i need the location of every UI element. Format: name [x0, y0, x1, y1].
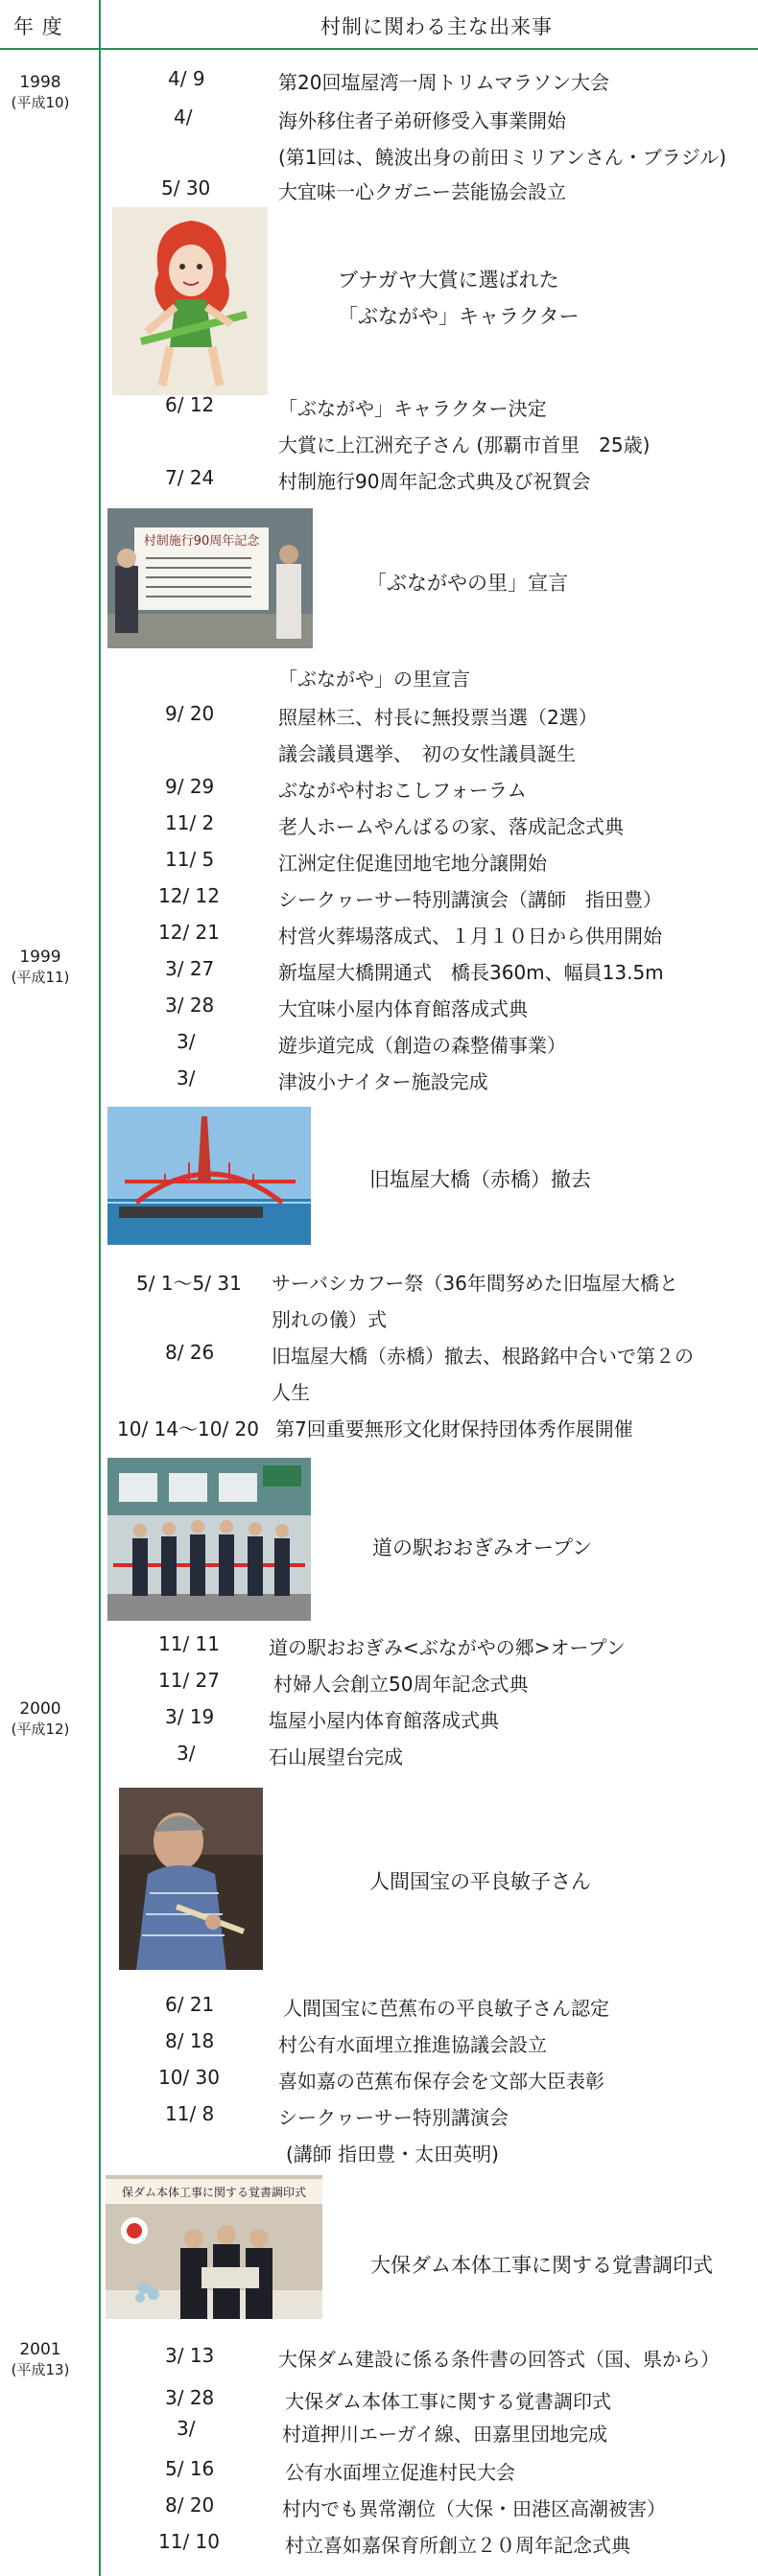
photo-caption: 大保ダム本体工事に関する覚書調印式 — [370, 2254, 713, 2277]
event-text: 人生 — [272, 1381, 310, 1404]
event-date: 8/ 20 — [165, 2494, 215, 2517]
photo-caption: 「ぶながや」キャラクター — [338, 305, 580, 328]
photo-caption: ブナガヤ大賞に選ばれた — [338, 269, 559, 292]
event-date: 3/ — [177, 1066, 196, 1089]
photo-caption: 旧塩屋大橋（赤橋）撤去 — [369, 1168, 591, 1191]
event-text: シークヮーサー特別講演会（講師 指田豊） — [278, 888, 662, 911]
event-date: 5/ 16 — [165, 2457, 215, 2480]
event-text: 村婦人会創立50周年記念式典 — [273, 1673, 529, 1696]
event-text: 海外移住者子弟研修受入事業開始 — [278, 109, 566, 132]
banner-text: 村制施行90周年記念 — [143, 534, 260, 549]
header-rule — [0, 48, 758, 50]
event-date: 3/ — [177, 1030, 196, 1053]
photo-caption: 「ぶながやの里」宣言 — [367, 572, 568, 595]
event-text: 老人ホームやんばるの家、落成記念式典 — [278, 815, 624, 838]
column-divider — [99, 0, 101, 2576]
event-date: 10/ 14～10/ 20 — [117, 1417, 259, 1440]
event-text: (第1回は、饒波出身の前田ミリアンさん・ブラジル) — [278, 146, 727, 169]
event-text: 喜如嘉の芭蕉布保存会を文部大臣表彰 — [278, 2070, 604, 2093]
event-text: 大保ダム本体工事に関する覚書調印式 — [285, 2390, 611, 2413]
event-text: 村内でも異常潮位（大保・田港区高潮被害） — [282, 2497, 666, 2520]
event-date: 12/ 12 — [158, 884, 220, 907]
event-text: 別れの儀）式 — [272, 1308, 387, 1331]
red-bridge-photo — [107, 1107, 311, 1245]
year-label: 1998 (平成10) — [11, 73, 70, 111]
event-date: 3/ 28 — [165, 994, 215, 1017]
event-text: 村公有水面埋立推進協議会設立 — [278, 2033, 547, 2056]
signing-ceremony-photo — [106, 2175, 322, 2319]
event-text: 大宜味小屋内体育館落成式典 — [278, 997, 528, 1020]
event-date: 3/ 19 — [165, 1705, 215, 1728]
event-date: 3/ 13 — [165, 2344, 215, 2367]
event-text: (講師 指田豊・太田英明) — [286, 2143, 499, 2166]
year-label: 2000 (平成12) — [11, 1699, 70, 1738]
event-date: 6/ 21 — [165, 1993, 215, 2016]
event-date: 5/ 1～5/ 31 — [136, 1272, 242, 1295]
photo-caption: 人間国宝の平良敏子さん — [369, 1870, 591, 1893]
event-text: 第7回重要無形文化財保持団体秀作展開催 — [275, 1417, 633, 1440]
event-text: 村道押川エーガイ線、田嘉里団地完成 — [282, 2423, 607, 2446]
event-date: 11/ 27 — [158, 1669, 220, 1692]
character-illustration — [112, 207, 268, 395]
event-text: 津波小ナイター施設完成 — [278, 1070, 488, 1093]
event-date: 11/ 10 — [158, 2530, 220, 2553]
event-text: 議会議員選挙、 初の女性議員誕生 — [278, 742, 576, 765]
event-date: 3/ 27 — [165, 957, 215, 980]
photo-caption: 道の駅おおぎみオープン — [372, 1536, 593, 1559]
declaration-ceremony-photo — [107, 508, 313, 648]
event-date: 4/ 9 — [168, 67, 205, 90]
year-label: 1999 (平成11) — [11, 948, 70, 986]
event-text: 大保ダム建設に係る条件書の回答式（国、県から） — [278, 2348, 720, 2371]
event-text: 石山展望台完成 — [269, 1745, 403, 1768]
event-date: 8/ 26 — [165, 1341, 215, 1364]
event-text: サーバシカフー祭（36年間努めた旧塩屋大橋と — [272, 1272, 678, 1295]
event-text: 村立喜如嘉保育所創立２０周年記念式典 — [285, 2534, 630, 2557]
year-label: 2001 (平成13) — [11, 2340, 70, 2378]
event-date: 5/ 30 — [161, 176, 211, 199]
event-text: 人間国宝に芭蕉布の平良敏子さん認定 — [283, 1997, 609, 2020]
event-text: ぶながや村おこしフォーラム — [278, 779, 527, 802]
ribbon-cutting-photo — [107, 1458, 311, 1621]
event-text: 「ぶながや」キャラクター決定 — [278, 397, 547, 420]
event-date: 12/ 21 — [158, 921, 220, 944]
event-date: 9/ 29 — [165, 775, 215, 798]
event-date: 10/ 30 — [158, 2066, 220, 2089]
year-column-header: 年 度 — [13, 15, 63, 38]
event-text: 公有水面埋立促進村民大会 — [285, 2461, 515, 2484]
event-date: 3/ — [177, 1742, 196, 1765]
event-text: シークヮーサー特別講演会 — [278, 2106, 509, 2129]
event-text: 大賞に上江洲充子さん (那覇市首里 25歳) — [278, 433, 651, 457]
event-text: 村制施行90周年記念式典及び祝賀会 — [278, 470, 591, 493]
event-text: 道の駅おおぎみ<ぶながやの郷>オープン — [269, 1636, 626, 1659]
event-text: 新塩屋大橋開通式 橋長360m、幅員13.5m — [278, 961, 664, 984]
event-date: 11/ 2 — [165, 811, 215, 834]
event-text: 遊歩道完成（創造の森整備事業） — [278, 1034, 566, 1057]
events-column-header: 村制に関わる主な出来事 — [320, 15, 553, 38]
banner-text: 保ダム本体工事に関する覚書調印式 — [121, 2186, 307, 2199]
event-date: 3/ 28 — [165, 2386, 215, 2409]
event-text: 旧塩屋大橋（赤橋）撤去、根路銘中合いで第２の — [272, 1345, 694, 1368]
event-date: 3/ — [177, 2417, 196, 2440]
event-date: 9/ 20 — [165, 702, 215, 725]
event-text: 第20回塩屋湾一周トリムマラソン大会 — [278, 71, 610, 94]
event-text: 村営火葬場落成式、１月１０日から供用開始 — [278, 925, 662, 948]
event-date: 8/ 18 — [165, 2029, 215, 2052]
event-date: 11/ 5 — [165, 848, 215, 871]
event-date: 11/ 11 — [158, 1632, 220, 1655]
event-text: 照屋林三、村長に無投票当選（2選） — [278, 706, 598, 729]
event-text: 「ぶながや」の里宣言 — [278, 667, 470, 691]
event-text: 江洲定住促進団地宅地分譲開始 — [278, 852, 547, 875]
event-date: 4/ — [174, 105, 193, 129]
event-date: 6/ 12 — [165, 393, 215, 416]
event-date: 11/ 8 — [165, 2102, 215, 2125]
weaver-photo — [119, 1788, 263, 1970]
event-date: 7/ 24 — [165, 466, 215, 489]
event-text: 大宜味一心クガニー芸能協会設立 — [278, 180, 566, 203]
event-text: 塩屋小屋内体育館落成式典 — [269, 1709, 499, 1732]
